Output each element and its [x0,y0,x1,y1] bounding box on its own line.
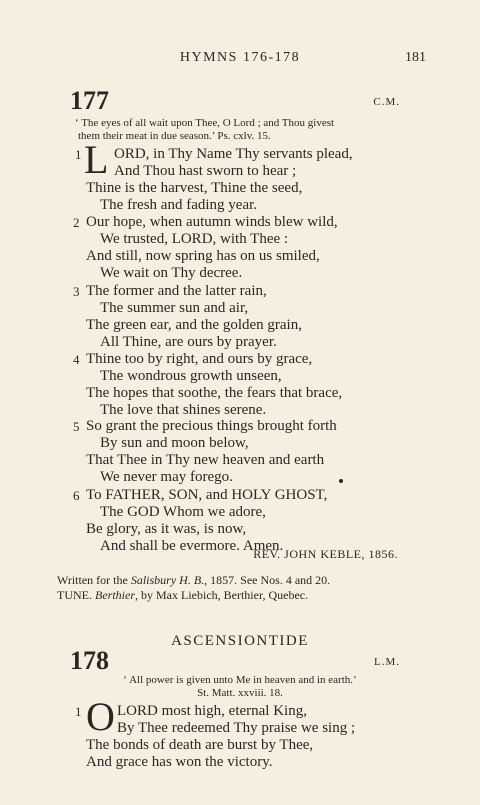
hymn-line: ORD, in Thy Name Thy servants plead, [114,146,353,162]
hymn-line: Our hope, when autumn winds blew wild, [86,214,338,230]
hymn-line: LORD most high, eternal King, [117,703,307,719]
hymn-line: The bonds of death are burst by Thee, [86,737,314,753]
hymn-line: The love that shines serene. [100,402,267,418]
hymn-line: The green ear, and the golden grain, [86,317,302,333]
note-text: , by Max Liebich, Berthier, Quebec. [135,588,309,602]
hymn-line: Be glory, as it was, is now, [86,521,247,537]
hymn-line: The fresh and fading year. [100,197,258,213]
hymn-line: And shall be evermore. Amen. [100,538,284,554]
note-text: Written for the [57,573,131,587]
hymn-line: And still, now spring has on us smiled, [86,248,320,264]
epigraph-line: them their meat in due season.’ Ps. cxlv. 15. [78,130,271,142]
note-text: TUNE. [57,588,95,602]
hymn-line: Thine is the harvest, Thine the seed, [86,180,303,196]
hymn-line: And grace has won the victory. [86,754,273,770]
running-title: HYMNS 176-178 [179,50,301,65]
hymn-line: All Thine, are ours by prayer. [100,334,277,350]
drop-cap: L [84,137,109,182]
hymn-line: So grant the precious things brought forth [86,418,337,434]
stanza-number: 1 [75,147,82,162]
stanza-number: 6 [73,488,80,503]
section-title: ASCENSIONTIDE [171,633,309,649]
hymn-177-epigraph [75,117,405,143]
epigraph-line: St. Matt. xxviii. 18. [197,687,283,699]
hymn-177-tune-note [57,588,308,603]
hymn-line: The hopes that soothe, the fears that brace, [86,385,343,401]
stanza-number: 3 [73,284,80,299]
epigraph-line: ‘ The eyes of all wait upon Thee, O Lord ; and Thou givest [75,117,335,129]
hymn-line: We never may forego. [100,469,233,485]
hymn-line: The summer sun and air, [100,300,249,316]
hymn-line: Thine too by right, and ours by grace, [86,351,313,367]
hymn-177-source-note [57,573,330,588]
stanza-number: 2 [73,215,80,230]
hymn-line: The former and the latter rain, [86,283,267,299]
hymn-line: The GOD Whom we adore, [100,504,266,520]
drop-cap: O [86,694,115,739]
page-number: 181 [405,50,426,65]
stanza-number: 5 [73,419,80,434]
hymn-line: That Thee in Thy new heaven and earth [86,452,325,468]
note-italic: Berthier [95,588,135,602]
hymn-line: And Thou hast sworn to hear ; [114,163,297,179]
stanza-number: 4 [73,352,80,367]
hymn-178-number: 178 [70,646,109,675]
hymn-177-meter: C.M. [373,96,400,108]
stanza-number: 1 [75,704,82,719]
hymn-177-attribution: REV. JOHN KEBLE, 1856. [253,547,398,561]
printer-bullet [339,479,343,483]
hymn-177-number: 177 [70,86,109,115]
hymn-178-meter: L.M. [374,656,400,668]
note-text: , 1857. See Nos. 4 and 20. [204,573,331,587]
hymn-line: To FATHER, SON, and HOLY GHOST, [86,487,328,503]
hymn-line: We wait on Thy decree. [100,265,243,281]
hymn-line: The wondrous growth unseen, [100,368,282,384]
hymn-line: We trusted, LORD, with Thee : [100,231,289,247]
hymn-line: By sun and moon below, [100,435,249,451]
epigraph-line: ‘ All power is given unto Me in heaven and in earth.’ [123,674,357,686]
hymn-line: By Thee redeemed Thy praise we sing ; [117,720,356,736]
note-italic: Salisbury H. B. [130,573,205,587]
hymn-178-epigraph [70,674,410,700]
